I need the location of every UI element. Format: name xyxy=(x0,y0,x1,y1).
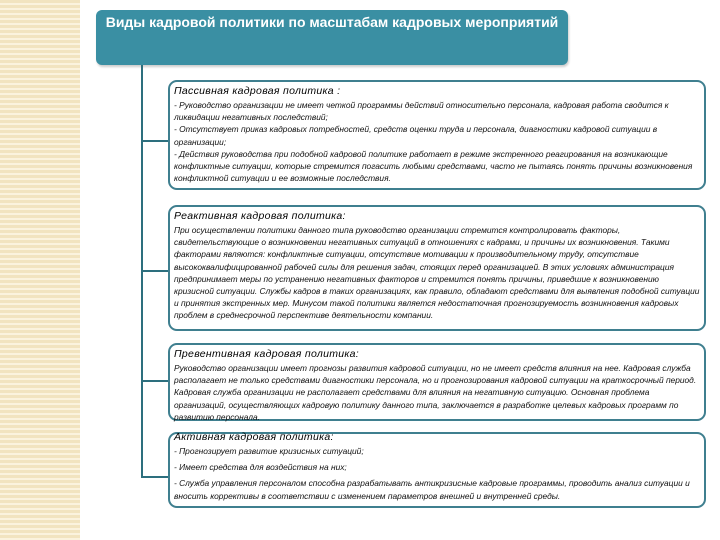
box-heading: Превентивная кадровая политика: xyxy=(174,348,360,360)
box-text: - Действия руководства при подобной кадровой политике работает в режиме экстренного реагирования на возникающие конфликтные ситуации, которые стремится погасить любыми средствами, часто не пытаясь понять причины возникновения конфликтной ситуации и ее возможные последствия. xyxy=(174,148,693,184)
connector-branch xyxy=(141,476,169,478)
box-heading: Реактивная кадровая политика: xyxy=(174,210,346,222)
connector-branch xyxy=(141,140,169,142)
passive-policy-box xyxy=(168,80,706,190)
box-heading: Активная кадровая политика: xyxy=(174,431,334,443)
reactive-policy-box xyxy=(168,205,706,331)
box-text: - Служба управления персоналом способна разрабатывать антикризисные кадровые программы, проводить анализ ситуации и вносить коррективы в соответствии с изменением параметров внешней и внутренней среды. xyxy=(174,478,690,501)
box-text: При осуществлении политики данного типа руководство организации стремится контролировать факторы, свидетельствующие о возникновении негативных ситуаций в отношениях с кадрами, и причины их возникновения. Такими факторами являются: конфликтные ситуации, отсутствие мотивации к производительному труду, отсутствие высококвалифицированной рабочей силы для решения задач, стоящих перед организацией. В этих условиях администрация предпринимает меры по устранению негативных факторов и стремится понять причины, приведшие к возникновению кризисной ситуации. Службы кадров в таких организациях, как правило, обладают средствами для выявления подобной ситуации и принятия экстренных мер. Минусом такой политики является недостаточная прогнозируемость возникновения кадровых проблем в среднесрочной перспективе деятельности компании. xyxy=(174,225,700,321)
connector-branch xyxy=(141,380,169,382)
box-text: - Отсутствует приказ кадровых потребностей, средств оценки труда и персонала, диагностики кадровой ситуации в организации; xyxy=(174,124,658,147)
decorative-side-strip xyxy=(0,0,80,540)
box-text: - Руководство организации не имеет четкой программы действий относительно персонала, кадровая работа сводится к ликвидации негативных последствий; xyxy=(174,100,669,123)
preventive-policy-box xyxy=(168,343,706,421)
box-text: - Имеет средства для воздействия на них; xyxy=(174,462,347,473)
active-policy-box xyxy=(168,432,706,508)
box-text: Руководство организации имеет прогнозы развития кадровой ситуации, но не имеет средств влияния на нее. Кадровая служба располагает не только средствами диагностики персонала, но и прогнозирования кадровой ситуации на краткосрочный период. Кадровая служба организации не располагает средствами для влияния на негативную ситуацию. Основная проблема организаций, осуществляющих кадровую политику данного типа, заключается в разработке целевых кадровых программ по развитию персонала. xyxy=(174,363,697,422)
connector-branch xyxy=(141,270,169,272)
box-text: - Прогнозирует развитие кризисных ситуаций; xyxy=(174,446,364,456)
diagram-title: Виды кадровой политики по масштабам кадровых мероприятий xyxy=(96,10,568,65)
box-heading: Пассивная кадровая политика : xyxy=(174,85,341,97)
